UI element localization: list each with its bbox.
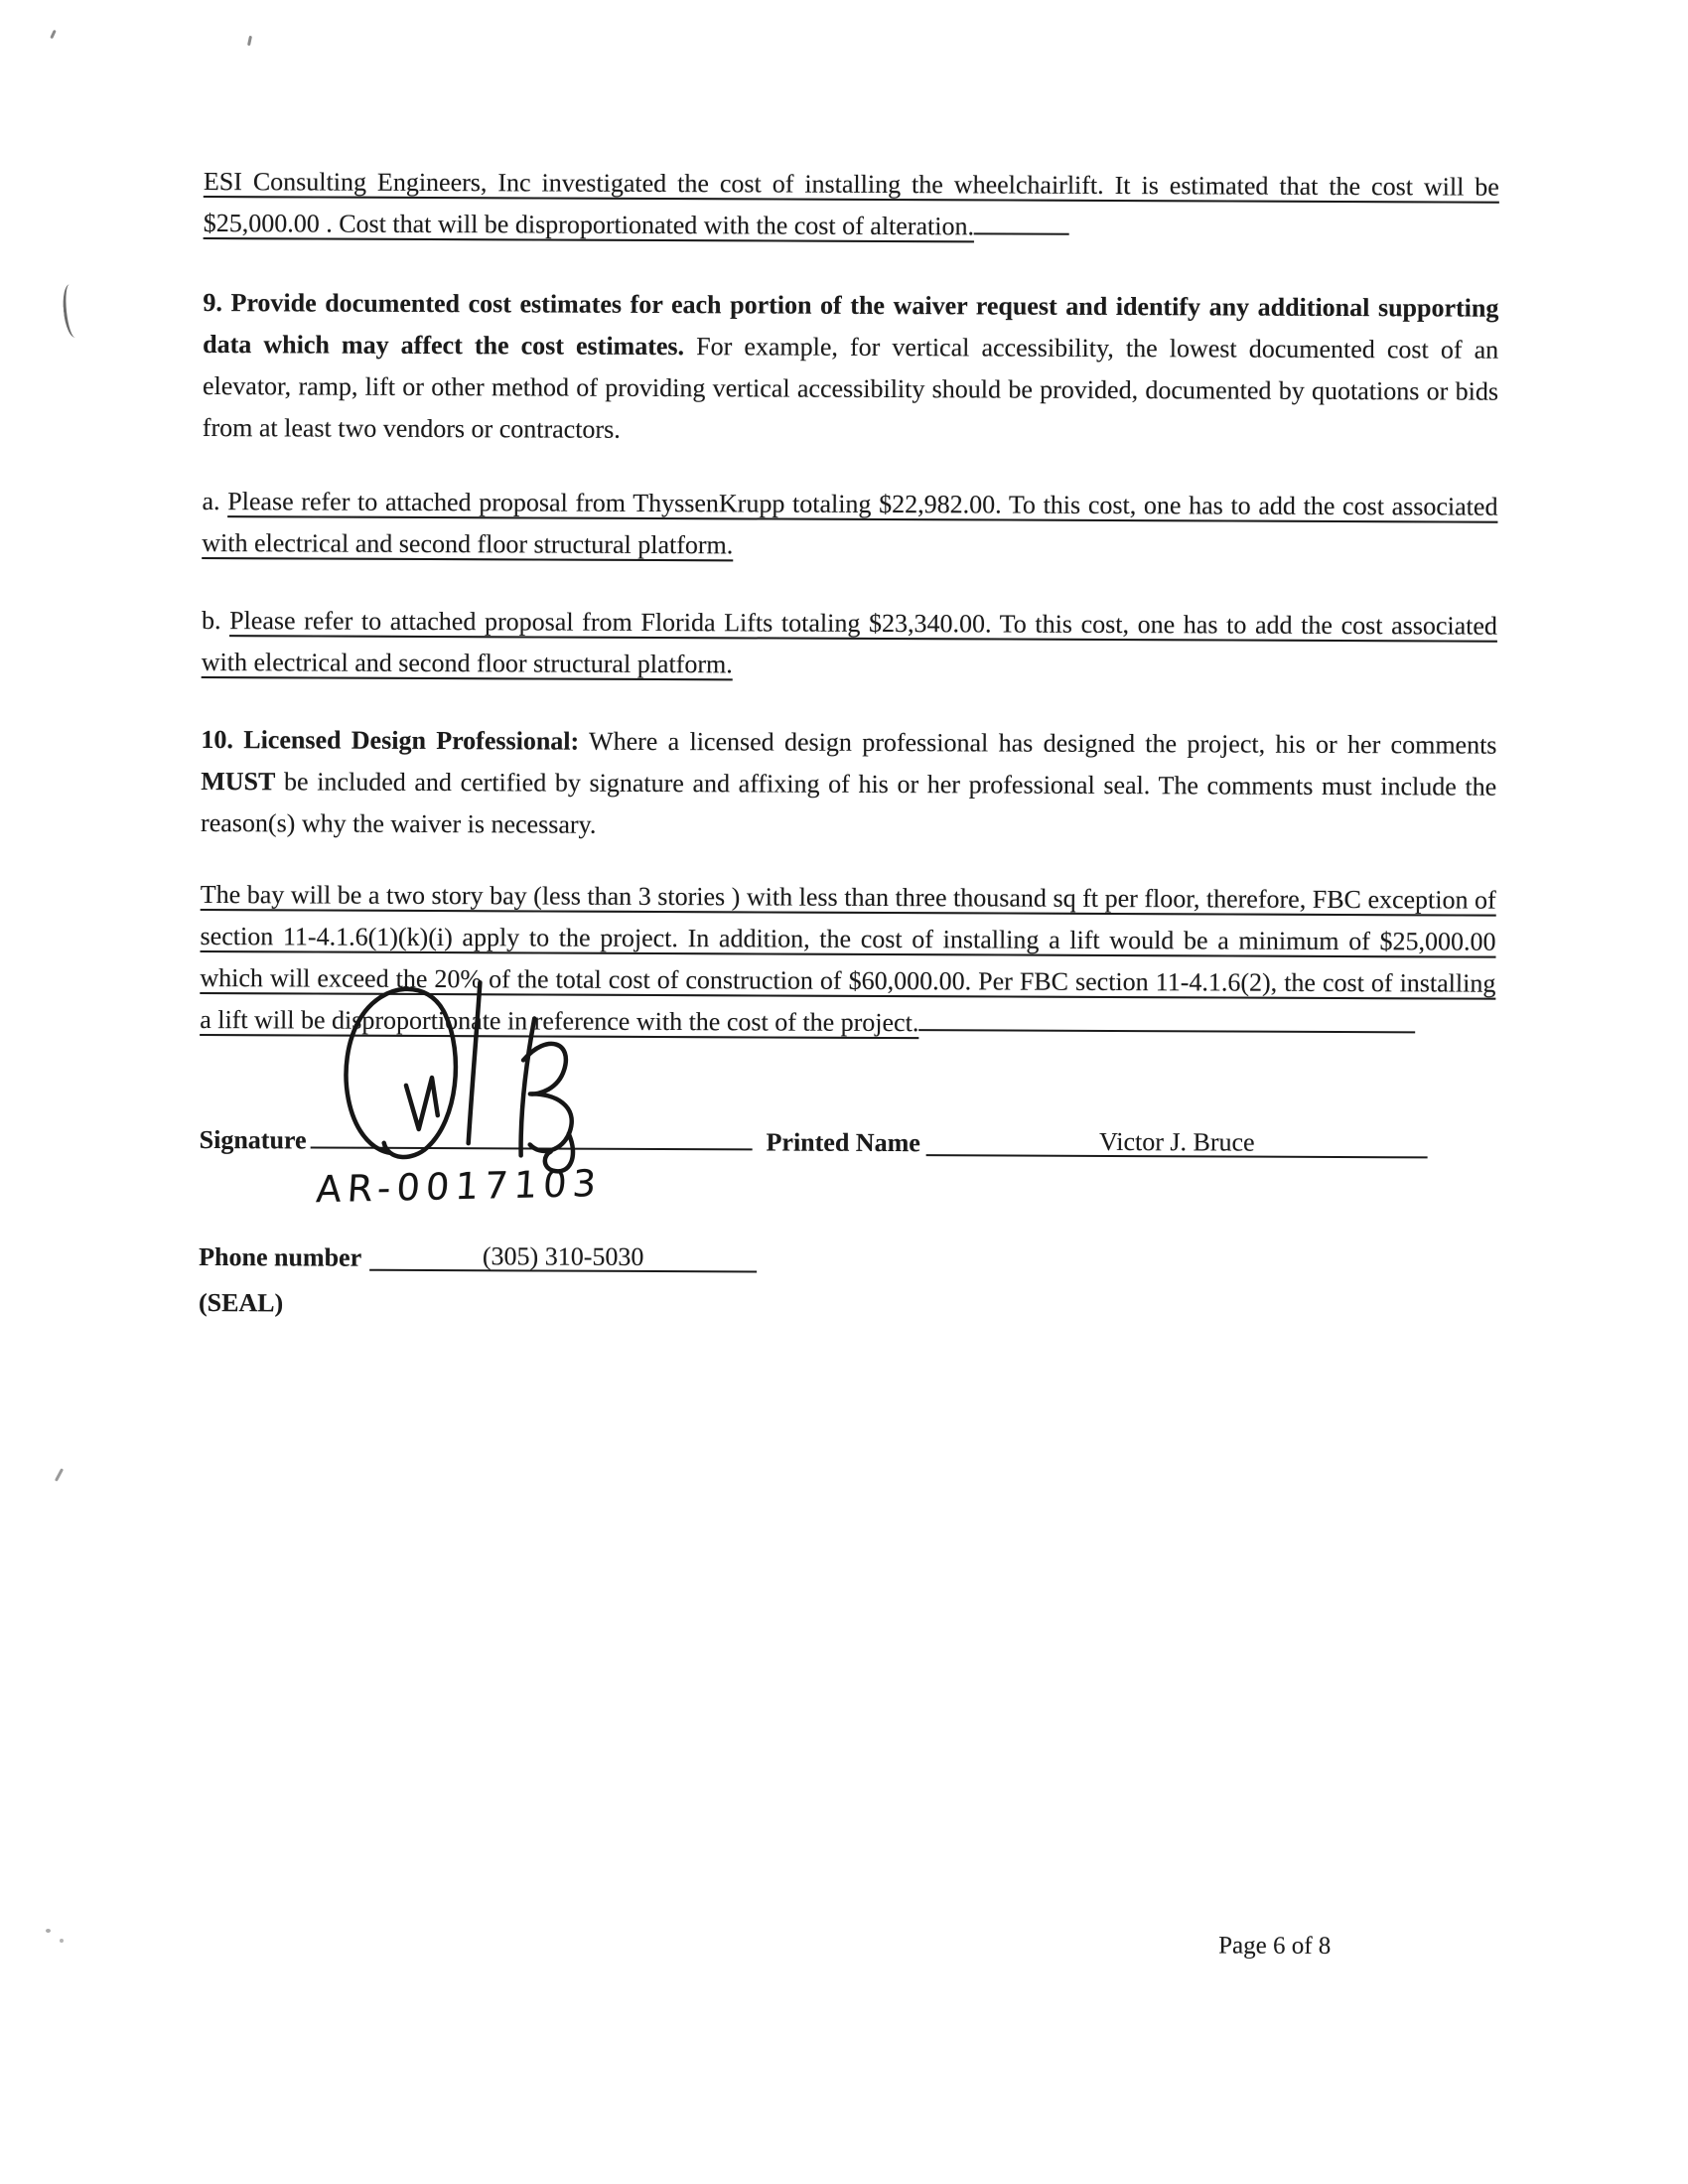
scan-artifact-mark xyxy=(55,1468,64,1482)
paragraph-item-a xyxy=(202,481,1497,570)
page-footer: Page 6 of 8 xyxy=(1218,1932,1332,1960)
scan-artifact-dot xyxy=(46,1929,51,1933)
item-a-prefix: a. xyxy=(202,486,220,516)
item10-must: MUST xyxy=(201,766,276,797)
phone-label: Phone number xyxy=(199,1241,362,1272)
phone-value: (305) 310-5030 xyxy=(482,1241,644,1271)
handwritten-license-row xyxy=(315,1161,1494,1227)
underline-extension xyxy=(918,1005,1415,1033)
item9-heading: 9. Provide documented cost estimates for each portion of the waiver request and identify any additional supporting data which may affect the cost estimates. xyxy=(203,287,1499,362)
item9-body: For example, for vertical accessibility, the lowest documented cost of an elevator, ramp, lift or other method of providing vertical accessibility should be provided, documented by quotations or bids from at least two vendors or contractors. xyxy=(202,332,1499,444)
esi-cost-text: ESI Consulting Engineers, Inc investigated the cost of installing the wheelchairlift. It is estimated that the cost will be $25,000.00 . Cost that will be disproportionated with the cost of alteration. xyxy=(203,166,1499,241)
signature-row xyxy=(200,1114,1495,1167)
scan-artifact-dot xyxy=(60,1939,64,1943)
printed-name-label: Printed Name xyxy=(766,1127,920,1158)
phone-row xyxy=(199,1237,1494,1284)
scan-artifact-mark xyxy=(50,30,57,39)
item10-body-2: be included and certified by signature and affixing of his or her professional seal. The comments must include the reason(s) why the waiver is necessary. xyxy=(201,767,1497,839)
underline-extension xyxy=(974,209,1069,234)
paragraph-item9 xyxy=(203,282,1499,455)
item-b-prefix: b. xyxy=(201,605,221,636)
document-content xyxy=(198,161,1499,1960)
item-b-text: Please refer to attached proposal from Florida Lifts totaling $23,340.00. To this cost, one has to add the cost associated with electrical and second floor structural platform. xyxy=(201,606,1498,679)
item-a-text: Please refer to attached proposal from ThyssenKrupp totaling $22,982.00. To this cost, one has to add the cost associated with electrical and second floor structural platform. xyxy=(202,487,1498,560)
scan-artifact-mark xyxy=(247,36,252,46)
printed-name-value: Victor J. Bruce xyxy=(1098,1126,1255,1157)
phone-line xyxy=(369,1238,757,1273)
seal-label: (SEAL) xyxy=(198,1287,284,1318)
signature-label: Signature xyxy=(199,1124,307,1155)
paragraph-esi-cost xyxy=(204,161,1499,250)
item10-heading: 10. Licensed Design Professional: xyxy=(201,724,580,756)
paragraph-item-b xyxy=(202,600,1497,689)
printed-name-line xyxy=(926,1122,1428,1158)
paragraph-item10 xyxy=(201,719,1497,850)
item10-body-1: Where a licensed design professional has designed the project, his or her comments xyxy=(579,726,1497,760)
signature-line xyxy=(311,1114,753,1150)
bay-statement-text: The bay will be a two story bay (less than 3 stories ) with less than three thousand sq ft per floor, therefore, FBC exception of section 11-4.1.6(1)(k)(i) apply to the project. In addition, the cost of installing a lift would be a minimum of $25,000.00 which will exceed the 20% of the total cost of construction of $60,000.00. Per FBC section 11-4.1.6(2), the cost of installing a lift will be disproportionate in reference with the cost of the project. xyxy=(200,879,1496,1038)
handwritten-signature xyxy=(318,968,646,1183)
scan-artifact-paren xyxy=(61,283,84,339)
license-number-handwriting: AR-0017103 xyxy=(315,1161,604,1212)
